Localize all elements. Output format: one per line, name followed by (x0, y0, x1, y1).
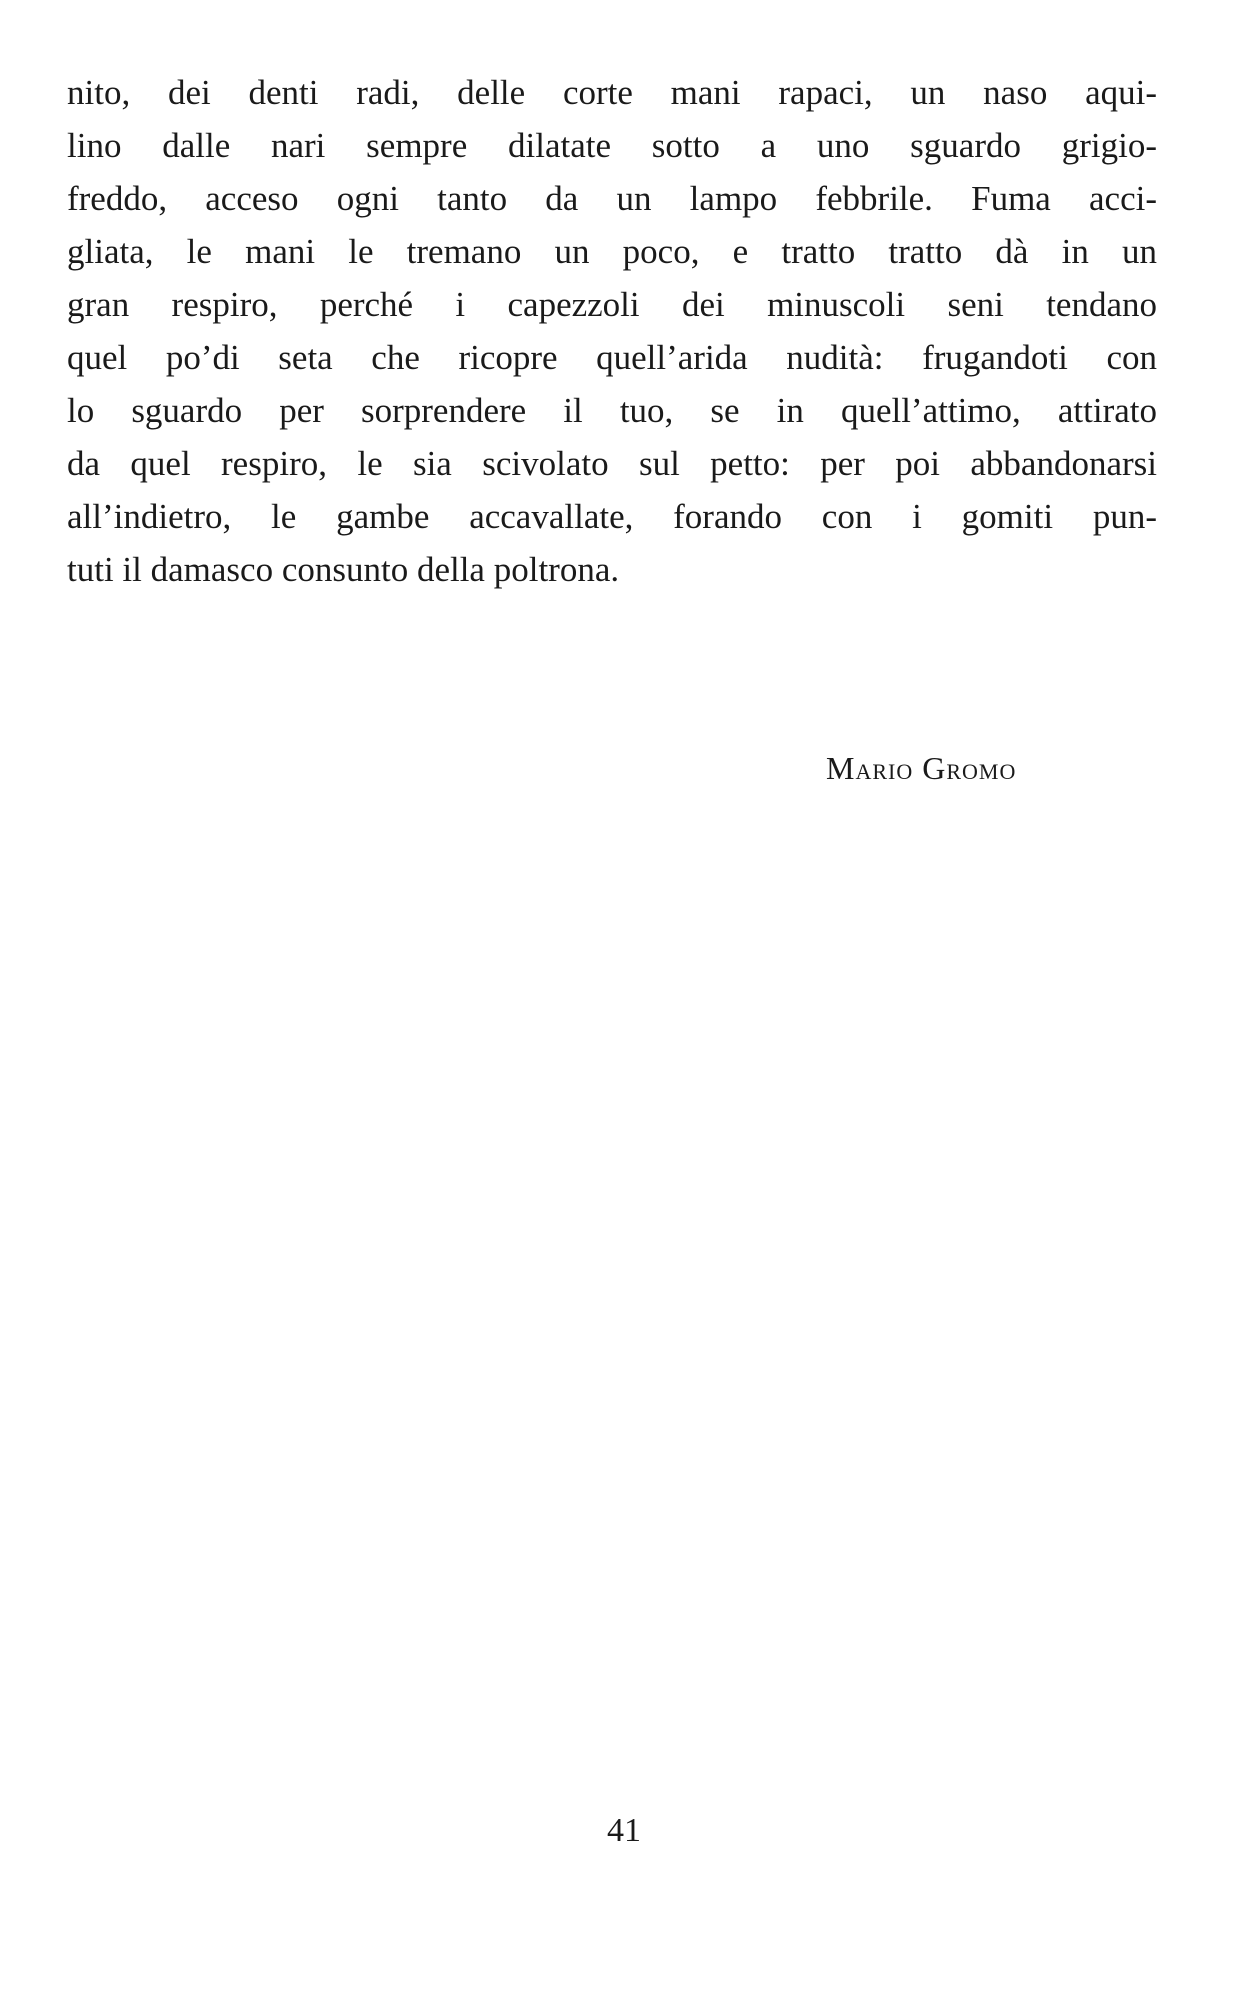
text-line: da quel respiro, le sia scivolato sul petto: per poi abbandonarsi (67, 444, 1157, 483)
page-number: 41 (607, 1812, 641, 1849)
author-signature: Mario Gromo (826, 750, 1017, 786)
text-line: freddo, acceso ogni tanto da un lampo febbrile. Fuma acci- (67, 179, 1157, 218)
body-paragraph (67, 66, 1157, 596)
text-line: gliata, le mani le tremano un poco, e tratto tratto dà in un (67, 232, 1157, 271)
text-line: lo sguardo per sorprendere il tuo, se in quell’attimo, attirato (67, 391, 1157, 430)
text-line: gran respiro, perché i capezzoli dei minuscoli seni tendano (67, 285, 1157, 324)
text-line: lino dalle nari sempre dilatate sotto a uno sguardo grigio- (67, 126, 1157, 165)
text-line: nito, dei denti radi, delle corte mani rapaci, un naso aqui- (67, 73, 1157, 112)
text-line: all’indietro, le gambe accavallate, forando con i gomiti pun- (67, 497, 1157, 536)
text-line: tuti il damasco consunto della poltrona. (67, 550, 620, 589)
text-line: quel po’di seta che ricopre quell’arida nudità: frugandoti con (67, 338, 1157, 377)
